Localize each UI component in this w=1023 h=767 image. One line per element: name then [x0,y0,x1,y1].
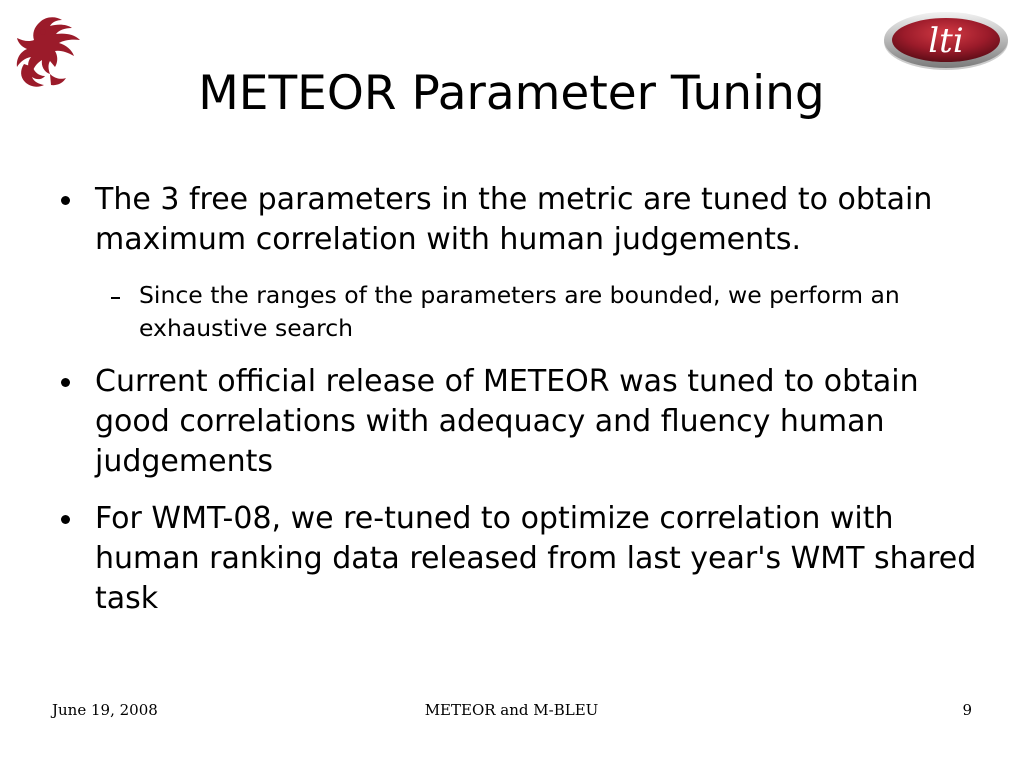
bullet-item [58,499,993,619]
bullet-dot-icon [61,378,70,387]
bullet-text: For WMT-08, we re-tuned to optimize correlation with human ranking data released from last year's WMT shared task [95,501,977,616]
sub-bullet-text: Since the ranges of the parameters are bounded, we perform an exhaustive search [139,281,900,342]
bullet-item [58,180,993,260]
page-number: 9 [962,701,972,719]
bullet-dot-icon [61,196,70,205]
bullet-text: The 3 free parameters in the metric are tuned to obtain maximum correlation with human judgements. [95,182,933,257]
footer-title: METEOR and M-BLEU [424,701,599,719]
bullet-item [58,362,993,482]
bullet-dot-icon [61,515,70,524]
dash-icon [111,297,120,299]
bullet-text: Current official release of METEOR was tuned to obtain good correlations with adequacy and fluency human judgements [95,364,919,479]
footer-date: June 19, 2008 [52,701,158,719]
slide-title: METEOR Parameter Tuning [198,66,825,121]
slide-body [58,180,993,619]
sub-bullet-item [139,279,993,345]
lti-logo-text: lti [928,21,964,61]
